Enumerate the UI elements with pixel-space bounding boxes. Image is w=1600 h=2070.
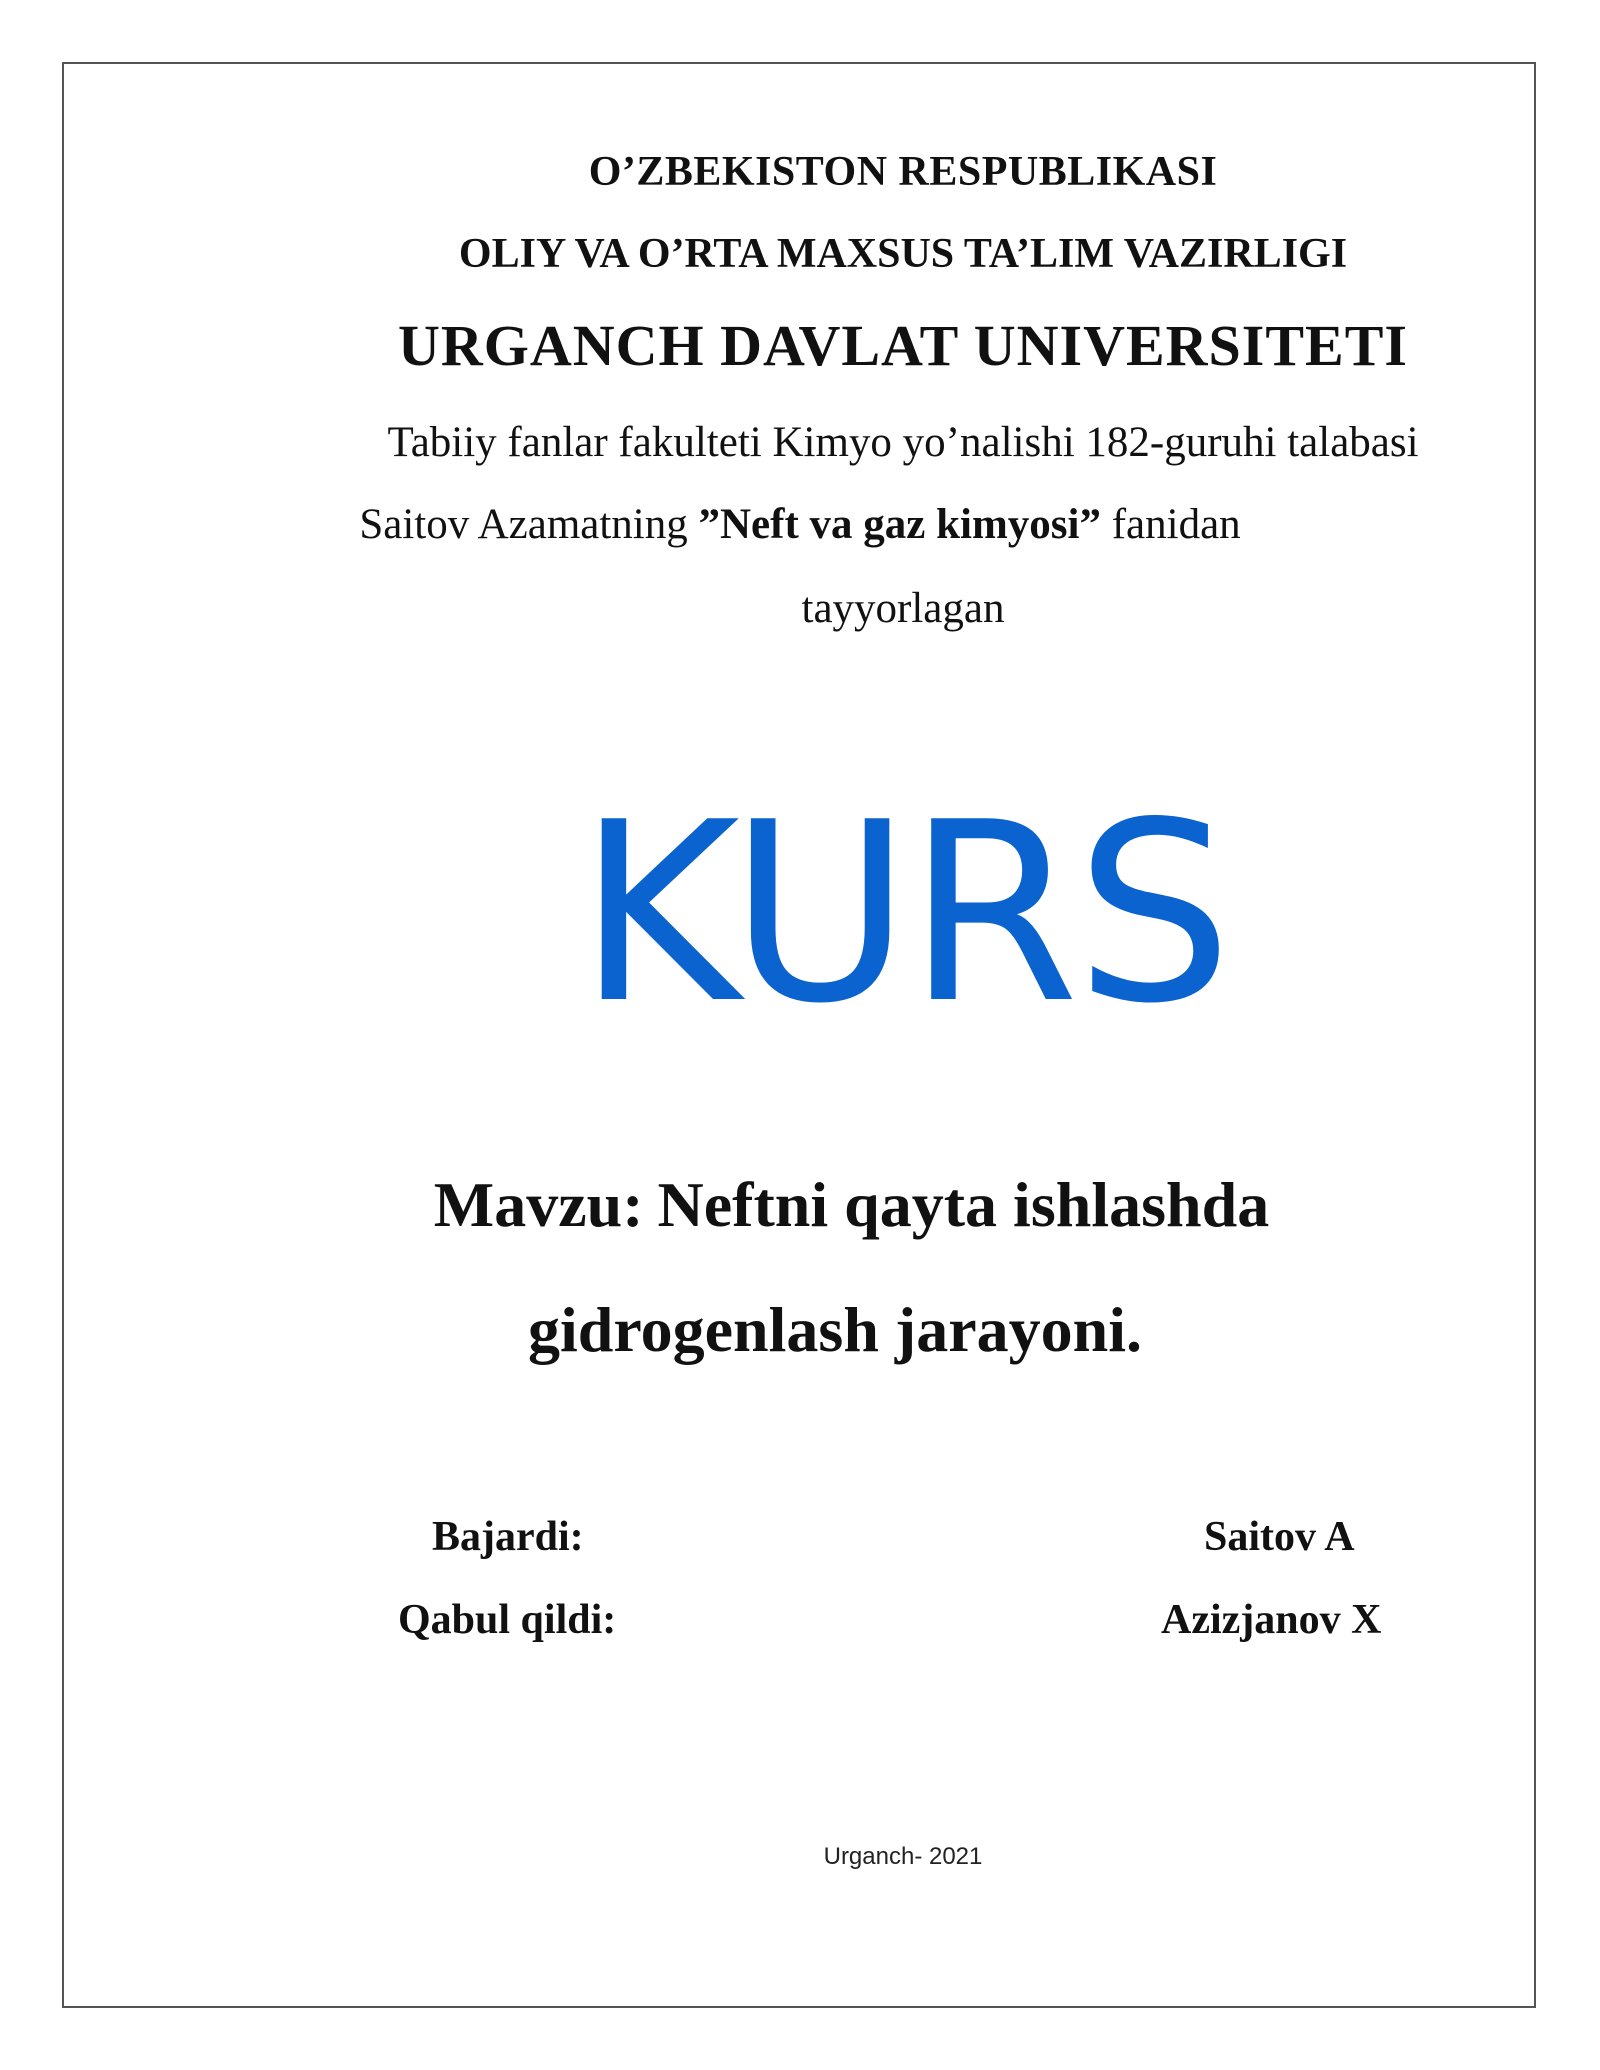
university-heading: URGANCH DAVLAT UNIVERSITETI xyxy=(398,313,1408,378)
subject-name-text: ”Neft va gaz kimyosi” xyxy=(698,501,1101,548)
subject-suffix-text: fanidan xyxy=(1100,501,1241,548)
topic-text-line-1: Neftni qayta ishlashda xyxy=(657,1169,1270,1240)
accepted-by-label: Qabul qildi: xyxy=(398,1597,617,1643)
student-name-text: Saitov Azamatning xyxy=(359,501,699,548)
done-by-name: Saitov A xyxy=(1204,1514,1355,1560)
accepted-by-name: Azizjanov X xyxy=(1161,1597,1382,1643)
topic-line-1 xyxy=(0,1168,1600,1242)
kurs-title: KURS xyxy=(577,770,1229,1058)
topic-text-line-2: gidrogenlash jarayoni. xyxy=(528,1294,1142,1365)
prepared-line: tayyorlagan xyxy=(801,585,1005,632)
faculty-line: Tabiiy fanlar fakulteti Kimyo yo’nalishi 182-guruhi talabasi xyxy=(387,419,1419,466)
done-by-label: Bajardi: xyxy=(432,1514,584,1560)
topic-label: Mavzu: xyxy=(433,1169,644,1240)
student-subject-line xyxy=(0,500,1600,549)
ministry-heading: OLIY VA O’RTA MAXSUS TA’LIM VAZIRLIGI xyxy=(458,231,1348,277)
republic-heading: O’ZBEKISTON RESPUBLIKASI xyxy=(588,149,1218,195)
footer-place-year: Urganch- 2021 xyxy=(823,1843,983,1870)
